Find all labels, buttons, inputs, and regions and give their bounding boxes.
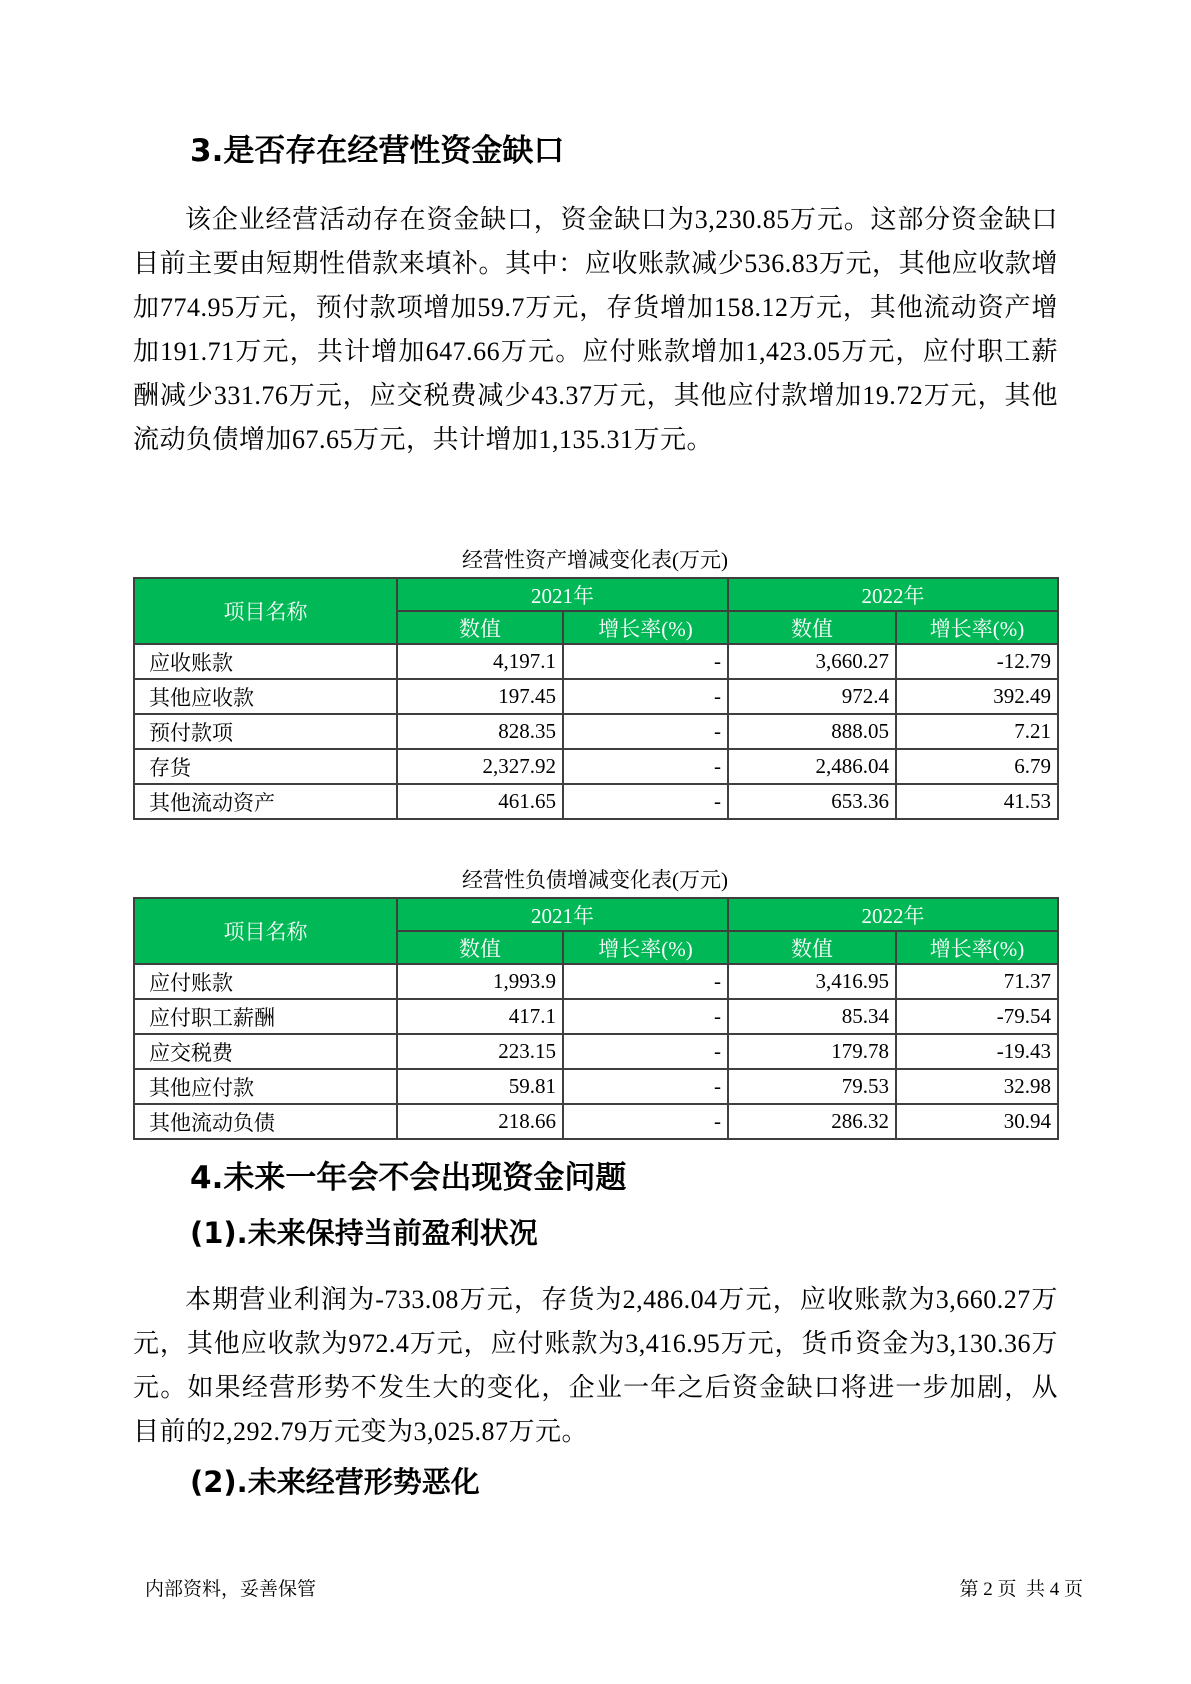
asset-table [133, 577, 1059, 820]
col-header-growth-2021: 增长率(%) [563, 931, 728, 964]
col-header-value-2022: 数值 [728, 611, 896, 644]
col-header-2022: 2022年 [728, 898, 1058, 931]
growth-2022-cell: 71.37 [896, 964, 1058, 999]
col-header-value-2021: 数值 [397, 931, 563, 964]
growth-2022-cell: 392.49 [896, 679, 1058, 714]
growth-2022-cell: -19.43 [896, 1034, 1058, 1069]
section-4-sub1-paragraph: 本期营业利润为-733.08万元，存货为2,486.04万元，应收账款为3,660.27万元，其他应收款为972.4万元，应付账款为3,416.95万元，货币资金为3,130.36万元。如果经营形势不发生大的变化，企业一年之后资金缺口将进一步加剧，从目前的2,292.79万元变为3,025.87万元。 [133, 1285, 1058, 1446]
liability-table-title: 经营性负债增减变化表(万元) [462, 868, 728, 892]
value-2021-cell: 218.66 [397, 1104, 563, 1139]
value-2022-cell: 3,660.27 [728, 644, 896, 679]
row-label-cell: 其他应付款 [134, 1069, 397, 1104]
growth-2022-cell: -79.54 [896, 999, 1058, 1034]
col-header-2021: 2021年 [397, 898, 728, 931]
value-2022-cell: 85.34 [728, 999, 896, 1034]
growth-2021-cell: - [563, 964, 728, 999]
value-2022-cell: 653.36 [728, 784, 896, 819]
col-header-item: 项目名称 [134, 898, 397, 964]
growth-2021-cell: - [563, 679, 728, 714]
col-header-2021: 2021年 [397, 578, 728, 611]
growth-2021-cell: - [563, 1034, 728, 1069]
value-2022-cell: 972.4 [728, 679, 896, 714]
growth-2022-cell: 30.94 [896, 1104, 1058, 1139]
value-2021-cell: 417.1 [397, 999, 563, 1034]
table-row [134, 1104, 1058, 1139]
growth-2021-cell: - [563, 644, 728, 679]
table-row [134, 964, 1058, 999]
growth-2021-cell: - [563, 999, 728, 1034]
liability-table-header-row-1 [134, 898, 1058, 931]
table-row [134, 1069, 1058, 1104]
table-row [134, 644, 1058, 679]
growth-2022-cell: 7.21 [896, 714, 1058, 749]
growth-2021-cell: - [563, 714, 728, 749]
value-2021-cell: 4,197.1 [397, 644, 563, 679]
col-header-value-2021: 数值 [397, 611, 563, 644]
footer-page-number: 第 2 页 共 4 页 [959, 1579, 1083, 1600]
section-3-heading: 3.是否存在经营性资金缺口 [190, 133, 565, 169]
value-2022-cell: 3,416.95 [728, 964, 896, 999]
growth-2022-cell: 6.79 [896, 749, 1058, 784]
table-row [134, 1034, 1058, 1069]
growth-2021-cell: - [563, 1069, 728, 1104]
asset-table-title: 经营性资产增减变化表(万元) [462, 548, 728, 572]
growth-2022-cell: 41.53 [896, 784, 1058, 819]
value-2021-cell: 461.65 [397, 784, 563, 819]
row-label-cell: 其他流动负债 [134, 1104, 397, 1139]
value-2022-cell: 2,486.04 [728, 749, 896, 784]
growth-2021-cell: - [563, 1104, 728, 1139]
value-2021-cell: 59.81 [397, 1069, 563, 1104]
table-row [134, 784, 1058, 819]
row-label-cell: 应付职工薪酬 [134, 999, 397, 1034]
table-row [134, 749, 1058, 784]
value-2021-cell: 2,327.92 [397, 749, 563, 784]
asset-table-header-row-1 [134, 578, 1058, 611]
value-2021-cell: 223.15 [397, 1034, 563, 1069]
col-header-growth-2022: 增长率(%) [896, 611, 1058, 644]
row-label-cell: 应付账款 [134, 964, 397, 999]
col-header-2022: 2022年 [728, 578, 1058, 611]
col-header-growth-2021: 增长率(%) [563, 611, 728, 644]
table-row [134, 714, 1058, 749]
value-2022-cell: 79.53 [728, 1069, 896, 1104]
growth-2021-cell: - [563, 784, 728, 819]
row-label-cell: 其他应收款 [134, 679, 397, 714]
value-2021-cell: 1,993.9 [397, 964, 563, 999]
row-label-cell: 存货 [134, 749, 397, 784]
section-3-paragraph: 该企业经营活动存在资金缺口，资金缺口为3,230.85万元。这部分资金缺口目前主要由短期性借款来填补。其中：应收账款减少536.83万元，其他应收款增加774.95万元，预付款项增加59.7万元，存货增加158.12万元，其他流动资产增加191.71万元，共计增加647.66万元。应付账款增加1,423.05万元，应付职工薪酬减少331.76万元，应交税费减少43.37万元，其他应付款增加19.72万元，其他流动负债增加67.65万元，共计增加1,135.31万元。 [133, 205, 1058, 454]
col-header-value-2022: 数值 [728, 931, 896, 964]
value-2021-cell: 828.35 [397, 714, 563, 749]
row-label-cell: 应收账款 [134, 644, 397, 679]
growth-2022-cell: 32.98 [896, 1069, 1058, 1104]
row-label-cell: 应交税费 [134, 1034, 397, 1069]
growth-2022-cell: -12.79 [896, 644, 1058, 679]
value-2022-cell: 179.78 [728, 1034, 896, 1069]
growth-2021-cell: - [563, 749, 728, 784]
section-4-heading: 4.未来一年会不会出现资金问题 [190, 1160, 627, 1196]
section-4-sub1-heading: (1).未来保持当前盈利状况 [190, 1216, 538, 1250]
row-label-cell: 预付款项 [134, 714, 397, 749]
col-header-growth-2022: 增长率(%) [896, 931, 1058, 964]
section-4-sub2-heading: (2).未来经营形势恶化 [190, 1465, 480, 1499]
table-row [134, 679, 1058, 714]
footer-confidential-note: 内部资料，妥善保管 [145, 1579, 317, 1600]
value-2022-cell: 286.32 [728, 1104, 896, 1139]
table-row [134, 999, 1058, 1034]
col-header-item: 项目名称 [134, 578, 397, 644]
value-2022-cell: 888.05 [728, 714, 896, 749]
value-2021-cell: 197.45 [397, 679, 563, 714]
row-label-cell: 其他流动资产 [134, 784, 397, 819]
liability-table [133, 897, 1059, 1140]
